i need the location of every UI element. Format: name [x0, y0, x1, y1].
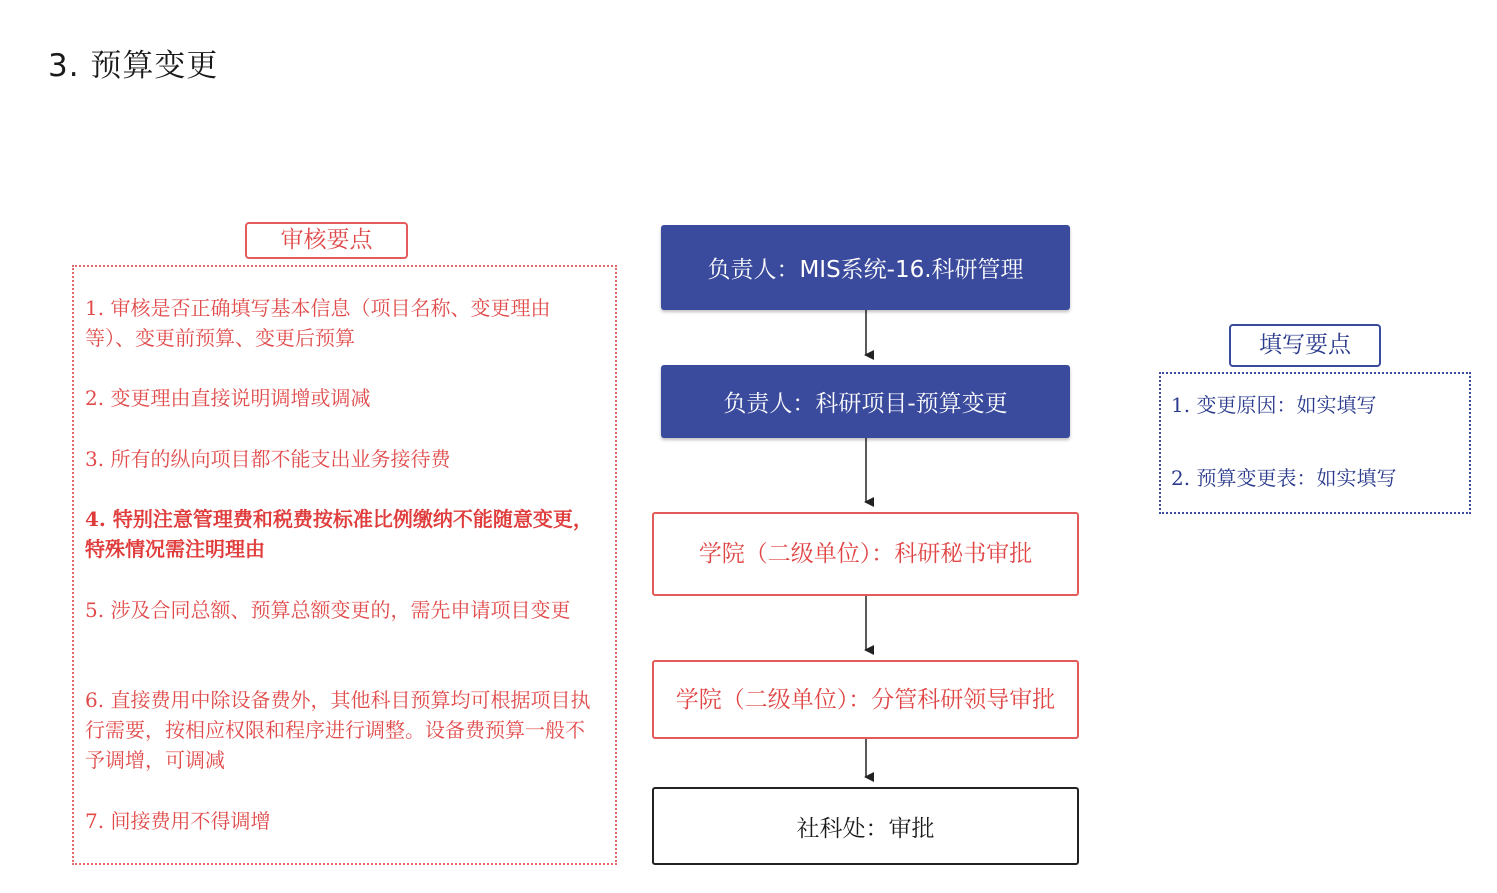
review-item-3: 3. 所有的纵向项目都不能支出业务接待费 [85, 447, 451, 471]
review-points-heading: 审核要点 [245, 222, 408, 259]
flow-step-mis-system: 负责人：MIS系统-16.科研管理 [661, 225, 1070, 310]
review-item-7: 7. 间接费用不得调增 [85, 809, 271, 833]
flow-step-social-science-approval: 社科处：审批 [652, 787, 1079, 865]
review-item-6: 6. 直接费用中除设备费外，其他科目预算均可根据项目执行需要，按相应权限和程序进行调整。设备费预算一般不予调增，可调减 [85, 688, 591, 772]
flow-step-leader-approval: 学院（二级单位）：分管科研领导审批 [652, 660, 1079, 739]
fill-item-1: 1. 变更原因：如实填写 [1171, 393, 1377, 417]
review-item-2: 2. 变更理由直接说明调增或调减 [85, 386, 371, 410]
page-title: 3. 预算变更 [48, 48, 219, 84]
review-item-5: 5. 涉及合同总额、预算总额变更的，需先申请项目变更 [85, 598, 571, 622]
flow-step-secretary-approval: 学院（二级单位）：科研秘书审批 [652, 512, 1079, 596]
review-item-4: 4. 特别注意管理费和税费按标准比例缴纳不能随意变更，特殊情况需注明理由 [85, 507, 593, 561]
review-item-1: 1. 审核是否正确填写基本信息（项目名称、变更理由等）、变更前预算、变更后预算 [85, 296, 551, 350]
fill-item-2: 2. 预算变更表：如实填写 [1171, 466, 1397, 490]
review-points-box [72, 265, 617, 865]
filling-points-heading: 填写要点 [1229, 324, 1381, 367]
flow-step-budget-change: 负责人：科研项目-预算变更 [661, 365, 1070, 438]
